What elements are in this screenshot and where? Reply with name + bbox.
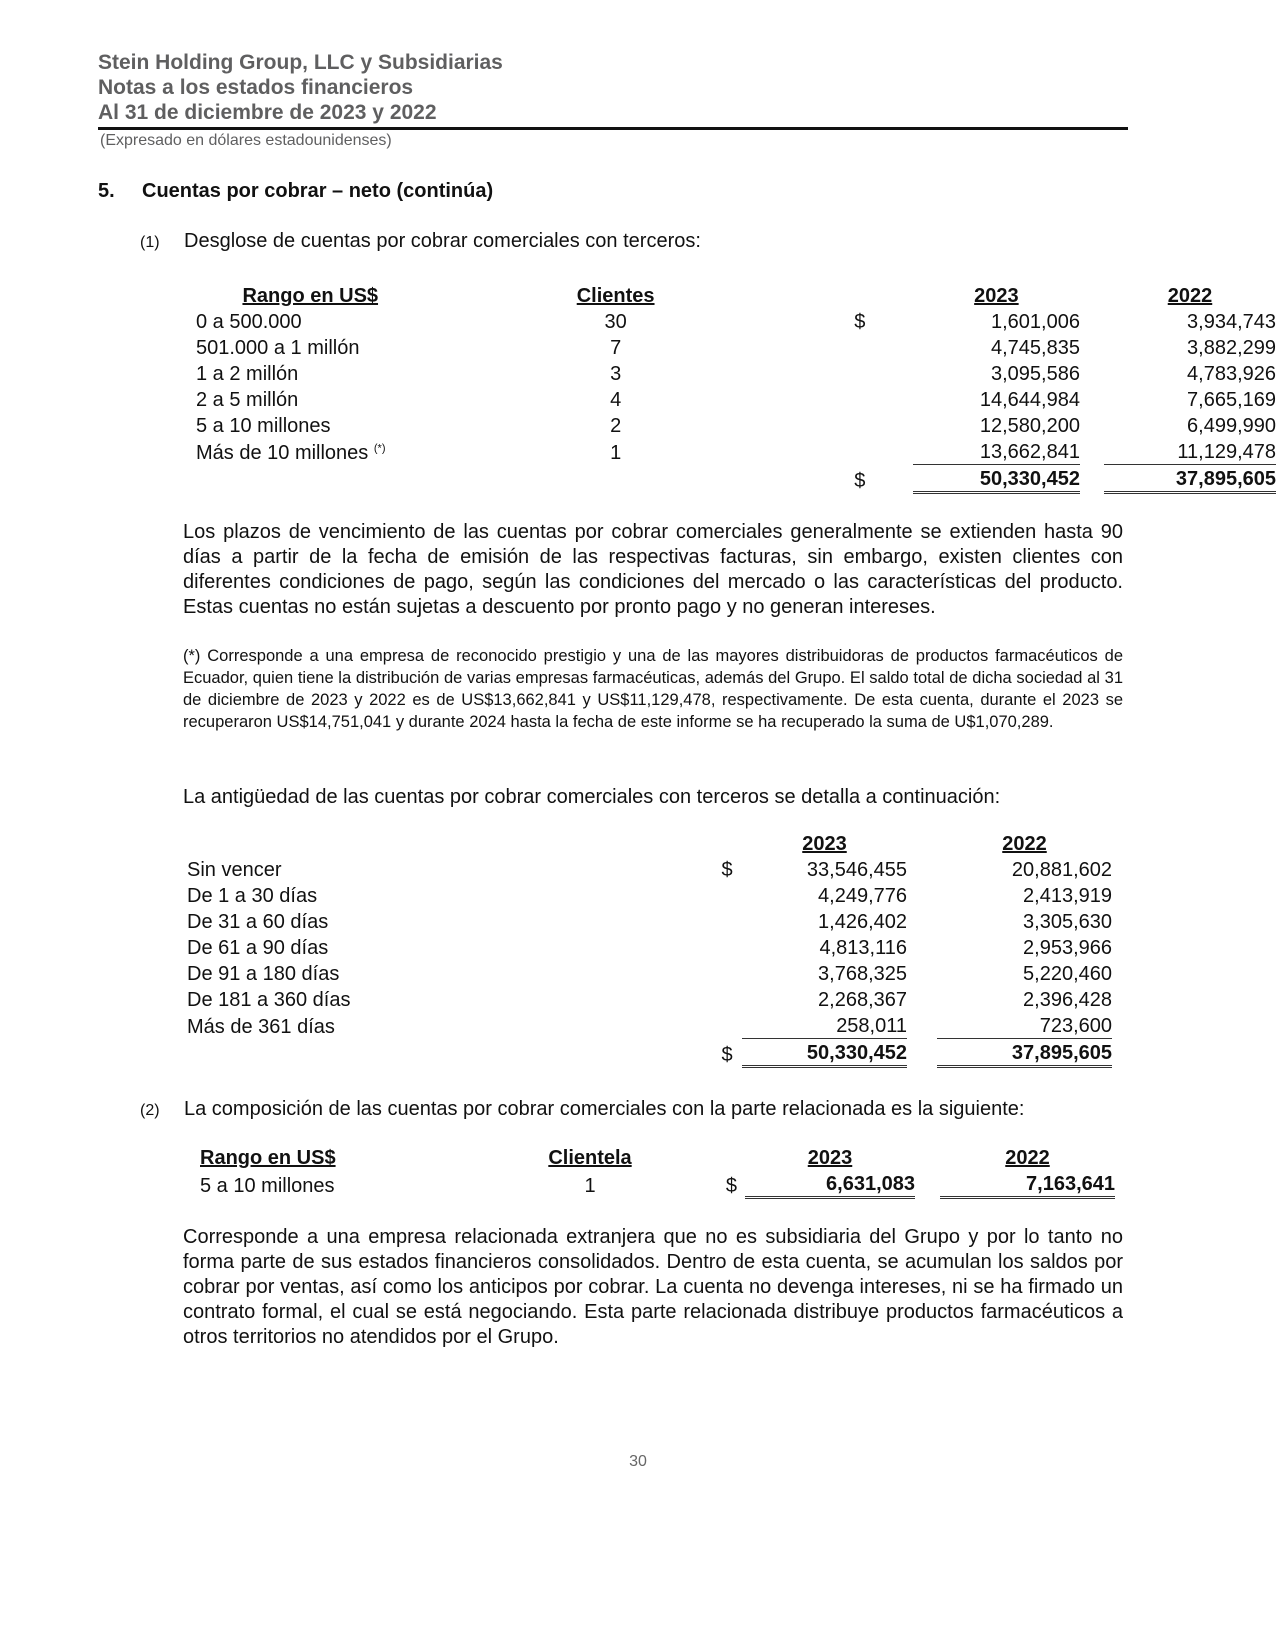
item1-heading: [140, 230, 701, 253]
cell-2023: 258,011: [742, 1012, 907, 1039]
cell-2023: 13,662,841: [913, 438, 1080, 465]
cell-label: Sin vencer: [187, 859, 282, 881]
cell-range: 501.000 a 1 millón: [196, 337, 360, 359]
aging-intro: La antigüedad de las cuentas por cobrar comerciales con terceros se detalla a continuación:: [183, 786, 1001, 808]
cell-2023: 1,601,006: [991, 311, 1080, 333]
section-number: 5.: [98, 180, 115, 202]
cell-2023: 6,631,083: [745, 1170, 915, 1198]
item1-index: (1): [140, 234, 160, 251]
cell-2023: 4,249,776: [818, 885, 907, 907]
related-party-table: [200, 1144, 1115, 1199]
cell-range: 5 a 10 millones: [200, 1174, 335, 1197]
cell-range: 1 a 2 millón: [196, 363, 299, 385]
table-row: [187, 908, 1112, 934]
section-heading: Cuentas por cobrar – neto (continúa): [142, 180, 494, 202]
currency-symbol: $: [725, 1174, 737, 1197]
cell-2022: 3,305,630: [1023, 911, 1112, 933]
maturity-paragraph: Los plazos de vencimiento de las cuentas por cobrar comerciales generalmente se extienden hasta 90 días a partir de la fecha de emisión de las respectivas facturas, sin embargo, existen clientes con diferentes condiciones de pago, según las condiciones del mercado o las características del producto. Estas cuentas no están sujetas a descuento por pronto pago y no generan intereses.: [183, 521, 1123, 618]
table-header-row: [187, 830, 1112, 856]
col-header-2022: 2022: [1002, 833, 1047, 855]
table-row: [187, 960, 1112, 986]
cell-2023: 4,813,116: [819, 937, 907, 959]
cell-2023: 2,268,367: [818, 989, 907, 1011]
section-title: [98, 180, 493, 203]
header-divider: [98, 127, 1128, 130]
table-total-row: [196, 465, 1276, 493]
cell-clients: 4: [610, 389, 622, 411]
cell-range: 0 a 500.000: [196, 311, 302, 333]
cell-2022: 20,881,602: [1011, 859, 1112, 881]
aging-table: [187, 830, 1112, 1068]
cell-2022: 11,129,478: [1104, 438, 1276, 465]
col-header-2023: 2023: [807, 1147, 853, 1169]
table-row: [187, 934, 1112, 960]
cell-2022: 723,600: [937, 1012, 1112, 1039]
table-header-row: [200, 1144, 1115, 1170]
table-row: [196, 308, 1276, 334]
cell-range: Más de 10 millones (*): [196, 441, 386, 464]
footnote-paragraph: (*) Corresponde a una empresa de reconocido prestigio y una de las mayores distribuidoras de productos farmacéuticos de Ecuador, quien tiene la distribución de varias empresas farmacéuticas, además del Grupo. El saldo total de dicha sociedad al 31 de diciembre de 2023 y 2022 es de US$13,662,841 y US$11,129,478, respectivamente. De esta cuenta, durante el 2023 se recuperaron US$14,751,041 y durante 2024 hasta la fecha de este informe se ha recuperado la suma de U$1,070,289.: [183, 647, 1123, 731]
item2-title: La composición de las cuentas por cobrar comerciales con la parte relacionada es la siguiente:: [184, 1098, 1025, 1120]
cell-2022: 7,163,641: [940, 1170, 1115, 1198]
cell-range: 2 a 5 millón: [196, 389, 299, 411]
item1-title: Desglose de cuentas por cobrar comerciales con terceros:: [184, 230, 701, 252]
table-row: [187, 856, 1112, 882]
cell-2023: 3,768,325: [818, 963, 907, 985]
table-row: [196, 334, 1276, 360]
total-2022: 37,895,605: [937, 1039, 1112, 1067]
col-header-clientele: Clientela: [548, 1147, 632, 1169]
cell-2022: 5,220,460: [1023, 963, 1112, 985]
cell-2022: 2,953,966: [1023, 937, 1112, 959]
cell-clients: 30: [604, 311, 627, 333]
col-header-clients: Clientes: [576, 285, 655, 307]
cell-2022: 7,665,169: [1187, 389, 1276, 411]
company-name: Stein Holding Group, LLC y Subsidiarias: [98, 51, 503, 74]
document-date: Al 31 de diciembre de 2023 y 2022: [98, 101, 437, 124]
cell-2023: 4,745,835: [991, 337, 1080, 359]
table-row: [187, 1012, 1112, 1039]
cell-range: 5 a 10 millones: [196, 415, 331, 437]
cell-clients: 3: [610, 363, 622, 385]
cell-label: De 91 a 180 días: [187, 963, 340, 985]
table-row: [200, 1170, 1115, 1198]
col-header-2023: 2023: [974, 285, 1019, 307]
cell-2022: 3,934,743: [1187, 311, 1276, 333]
currency-symbol: $: [854, 469, 866, 492]
table-row: [196, 386, 1276, 412]
col-header-2022: 2022: [1005, 1147, 1050, 1169]
table-header-row: [196, 282, 1276, 308]
item2-heading: [140, 1098, 1024, 1121]
cell-clients: 2: [610, 415, 622, 437]
item2-index: (2): [140, 1102, 160, 1119]
cell-label: De 1 a 30 días: [187, 885, 318, 907]
table-row: [196, 412, 1276, 438]
col-header-range: Rango en US$: [200, 1147, 336, 1169]
footnote-mark: (*): [373, 441, 386, 454]
total-2023: 50,330,452: [742, 1039, 907, 1067]
cell-2022: 6,499,990: [1187, 415, 1276, 437]
col-header-range: Rango en US$: [242, 285, 379, 307]
total-2023: 50,330,452: [913, 465, 1080, 493]
document-header: [98, 50, 1128, 150]
cell-clients: 1: [584, 1174, 596, 1197]
currency-symbol: $: [854, 311, 866, 333]
currency-symbol: $: [721, 859, 733, 881]
currency-note: (Expresado en dólares estadounidenses): [100, 132, 392, 149]
cell-2023: 1,426,402: [818, 911, 907, 933]
cell-label: Más de 361 días: [187, 1015, 335, 1038]
currency-symbol: $: [721, 1043, 733, 1066]
cell-2023: 12,580,200: [979, 415, 1080, 437]
cell-clients: 7: [610, 337, 622, 359]
cell-label: De 31 a 60 días: [187, 911, 329, 933]
cell-2022: 2,413,919: [1023, 885, 1112, 907]
table-row: [196, 360, 1276, 386]
table-total-row: [187, 1039, 1112, 1067]
receivables-by-range-table: [196, 282, 1276, 494]
cell-2023: 3,095,586: [991, 363, 1080, 385]
document-subtitle: Notas a los estados financieros: [98, 76, 414, 99]
table-row: [196, 438, 1276, 465]
cell-2023: 14,644,984: [979, 389, 1080, 411]
cell-2023: 33,546,455: [806, 859, 907, 881]
col-header-2023: 2023: [802, 833, 847, 855]
table-row: [187, 986, 1112, 1012]
cell-2022: 4,783,926: [1187, 363, 1276, 385]
cell-clients: 1: [610, 441, 622, 464]
table-row: [187, 882, 1112, 908]
cell-2022: 2,396,428: [1023, 989, 1112, 1011]
total-2022: 37,895,605: [1104, 465, 1276, 493]
cell-label: De 61 a 90 días: [187, 937, 329, 959]
col-header-2022: 2022: [1167, 285, 1213, 307]
cell-2022: 3,882,299: [1187, 337, 1276, 359]
page-number: 30: [629, 1453, 647, 1470]
related-party-paragraph: Corresponde a una empresa relacionada extranjera que no es subsidiaria del Grupo y por lo tanto no forma parte de sus estados financieros consolidados. Dentro de esta cuenta, se acumulan los saldos por cobrar por ventas, así como los anticipos por cobrar. La cuenta no devenga intereses, ni se ha firmado un contrato formal, el cual se está negociando. Esta parte relacionada distribuye productos farmacéuticos a otros territorios no atendidos por el Grupo.: [183, 1226, 1123, 1348]
cell-label: De 181 a 360 días: [187, 989, 351, 1011]
